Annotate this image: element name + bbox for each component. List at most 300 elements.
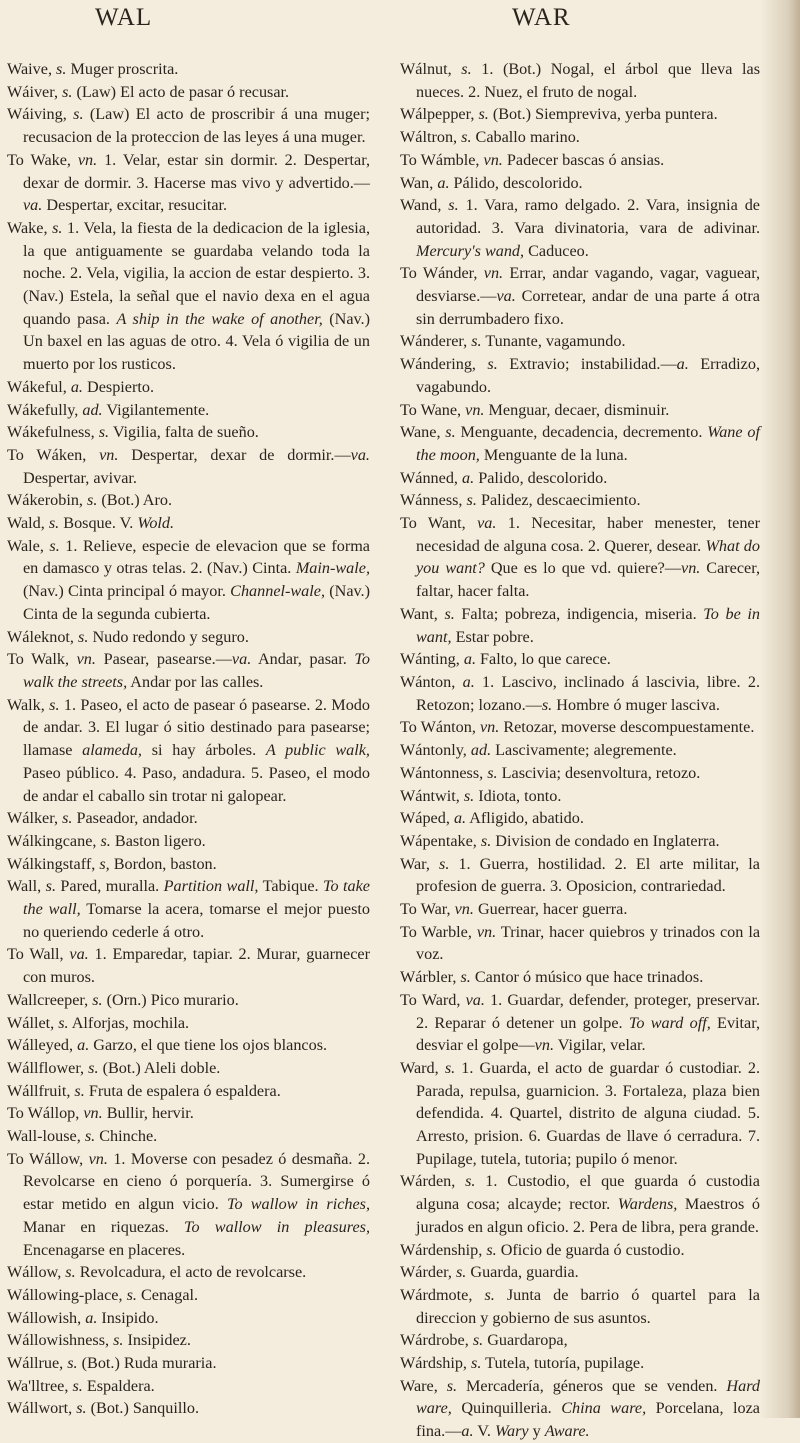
entry-definition-text: (Law) El acto de proscribir á una muger; recusacion de la proteccion de las leyes á una muger.: [23, 105, 370, 147]
dictionary-entry: [400, 421, 760, 466]
entry-italic-text: To wallow in riches,: [226, 1195, 370, 1214]
entry-headword: Wane,: [400, 423, 446, 442]
entry-italic-text: s.: [444, 604, 455, 623]
entry-italic-text: vn.: [483, 150, 503, 169]
dictionary-entry: [7, 149, 370, 217]
entry-headword: Wáped,: [400, 809, 454, 828]
dictionary-entry: [400, 194, 760, 262]
entry-definition-text: Paseador, andador.: [72, 809, 198, 828]
entry-italic-text: s.: [445, 423, 456, 442]
entry-headword: Wáltron,: [400, 128, 462, 147]
entry-definition-text: Idiota, tonto.: [474, 786, 562, 805]
dictionary-entry: [400, 807, 760, 830]
entry-definition-text: Tabique.: [258, 877, 323, 896]
entry-definition-text: Despertar, dexar de dormir.—: [118, 445, 351, 464]
entry-italic-text: s.: [52, 218, 63, 237]
entry-headword: Wállflower,: [7, 1058, 89, 1077]
entry-headword: Wállowing-place,: [7, 1285, 127, 1304]
entry-definition-text: Baston ligero.: [110, 831, 206, 850]
dictionary-entry: [400, 648, 760, 671]
entry-headword: Wálkingcane,: [7, 831, 101, 850]
entry-headword: Wálnut,: [400, 60, 462, 78]
entry-italic-text: va.: [477, 514, 497, 533]
entry-definition-text: Andar por las calles.: [127, 672, 264, 691]
entry-italic-text: China ware,: [561, 1399, 647, 1418]
entry-definition-text: Tunante, vagamundo.: [481, 332, 626, 351]
entry-italic-text: a.: [462, 672, 475, 691]
entry-definition-text: Maestros ó jurados en algun oficio. 2. Pera de libra, pera grande.: [416, 1195, 761, 1236]
dictionary-entry: [400, 126, 760, 149]
entry-headword: Wállet,: [7, 1013, 59, 1032]
entry-definition-text: Alforjas, mochila.: [68, 1013, 190, 1032]
entry-headword: Wállrue,: [7, 1354, 68, 1373]
entry-definition-text: (Bot.) Sanquillo.: [86, 1399, 200, 1418]
entry-italic-text: a.: [70, 377, 83, 396]
dictionary-entry: [400, 103, 760, 126]
dictionary-entry: [7, 875, 370, 943]
entry-definition-text: Cenagal.: [136, 1285, 199, 1304]
entry-italic-text: s,: [99, 854, 110, 873]
entry-definition-text: Bosque. V.: [59, 514, 138, 533]
dictionary-entry: [400, 898, 760, 921]
entry-definition-text: (Bot.) Aleli doble.: [98, 1058, 221, 1077]
entry-headword: Wállow,: [7, 1263, 66, 1282]
entry-headword: Wárbler,: [400, 968, 461, 987]
entry-definition-text: Que es lo que vd. quiere?—: [484, 559, 682, 578]
entry-definition-text: Insipidez.: [123, 1331, 191, 1350]
dictionary-entry: [7, 853, 370, 876]
entry-definition-text: Manar en riquezas.: [23, 1217, 185, 1236]
entry-headword: Wánned,: [400, 468, 463, 487]
entry-definition-text: Tomarse la acera, tomarse el mejor puesto no queriendo cederle á otro.: [23, 900, 370, 941]
entry-definition-text: Andar, pasar.: [251, 650, 355, 669]
entry-italic-text: vn.: [476, 922, 497, 941]
entry-italic-text: Hard ware,: [416, 1376, 760, 1418]
entry-italic-text: s.: [439, 854, 450, 873]
entry-headword: Wald,: [7, 514, 49, 533]
entry-italic-text: s.: [84, 1127, 96, 1146]
entry-headword: Wálleyed,: [7, 1036, 78, 1055]
entry-headword: War,: [400, 854, 440, 873]
dictionary-entry: [7, 1034, 370, 1057]
entry-headword: To Wállop,: [7, 1104, 84, 1123]
entry-definition-text: Quinquilleria.: [451, 1399, 562, 1418]
entry-italic-text: s.: [461, 128, 472, 147]
entry-italic-text: s.: [45, 877, 56, 896]
entry-italic-text: s.: [88, 1058, 99, 1077]
entry-headword: Ward,: [400, 1058, 445, 1077]
entry-italic-text: s.: [486, 1240, 497, 1259]
entry-italic-text: vn.: [76, 650, 96, 669]
dictionary-entry: [400, 1057, 760, 1171]
entry-italic-text: s.: [478, 105, 489, 124]
entry-italic-text: alameda,: [82, 741, 142, 760]
entry-italic-text: s.: [466, 491, 477, 510]
dictionary-entry: [7, 1012, 370, 1035]
dictionary-entry: [7, 1080, 370, 1103]
entry-headword: Wake,: [7, 218, 53, 237]
entry-headword: Wánton,: [400, 672, 463, 691]
entry-definition-text: Estar pobre.: [451, 627, 534, 646]
entry-definition-text: Encenagarse en placeres.: [23, 1240, 186, 1259]
dictionary-entry: [7, 399, 370, 422]
entry-italic-text: To be in want,: [416, 604, 760, 646]
entry-definition-text: Vigilia, falta de sueño.: [109, 423, 259, 442]
entry-definition-text: Caduceo.: [524, 241, 589, 260]
entry-italic-text: va.: [350, 445, 370, 464]
dictionary-entry: [7, 807, 370, 830]
entry-definition-text: 1. Emparedar, tapiar. 2. Murar, guarnecer con muros.: [23, 945, 370, 987]
entry-definition-text: Vigilar, velar.: [554, 1036, 646, 1055]
entry-definition-text: Muger proscrita.: [66, 60, 179, 78]
entry-definition-text: Despierto.: [82, 377, 154, 396]
entry-headword: Wand,: [400, 196, 449, 215]
entry-headword: Wállfruit,: [7, 1081, 75, 1100]
entry-headword: Wall-louse,: [7, 1127, 85, 1146]
dictionary-entry: [400, 1375, 760, 1443]
entry-headword: Wall,: [7, 877, 46, 896]
entry-italic-text: vn.: [534, 1036, 554, 1055]
right-column: [400, 58, 760, 1443]
entry-italic-text: vn.: [479, 718, 500, 737]
entry-definition-text: Falta; pobreza, indigencia, miseria.: [454, 604, 704, 623]
entry-italic-text: vn.: [77, 150, 98, 169]
entry-italic-text: s.: [460, 968, 471, 987]
entry-definition-text: si hay árboles.: [141, 741, 266, 760]
entry-italic-text: s.: [100, 831, 111, 850]
entry-headword: Wale,: [7, 536, 50, 555]
page-gutter-shadow: [760, 0, 800, 1418]
entry-headword: To Ward,: [400, 990, 466, 1009]
entry-italic-text: s.: [87, 491, 98, 510]
entry-definition-text: Pálido, descolorido.: [449, 173, 583, 192]
entry-headword: Wántonly,: [400, 741, 471, 760]
entry-definition-text: 1. Guarda, el acto de guardar ó custodiar. 2. Parada, repulsa, guarnicion. 3. Fortaleza, plaza bien defendida. 4. Quartel, distrito de alguna ciudad. 5. Arresto, prision. 6. Guardas de llave ó cerradura. 7. Pupilage, tutela, tutoria; pupilo ó menor.: [416, 1058, 761, 1168]
dictionary-entry: [400, 1261, 760, 1284]
entry-definition-text: (Nav.) Un baxel en las aguas de otro. 4. Vela ó vigilia de un muerto por los rusticos.: [23, 309, 370, 374]
entry-definition-text: Pasear, pasearse.—: [95, 650, 232, 669]
dictionary-entry: [7, 1261, 370, 1284]
entry-headword: Wákeful,: [7, 377, 71, 396]
entry-headword: Wárdrobe,: [400, 1331, 473, 1350]
entry-definition-text: Porcelana, loza fina.—: [416, 1399, 760, 1441]
entry-headword: To Wánton,: [400, 718, 480, 737]
entry-headword: Wáiving,: [7, 105, 74, 124]
dictionary-entry: [400, 149, 760, 172]
entry-italic-text: vn.: [483, 264, 504, 283]
dictionary-entry: [400, 1239, 760, 1262]
entry-italic-text: s.: [72, 1376, 83, 1395]
entry-italic-text: s.: [73, 105, 84, 124]
entry-italic-text: Wardens,: [617, 1195, 678, 1214]
dictionary-entry: [400, 762, 760, 785]
entry-definition-text: Bullir, hervir.: [102, 1104, 194, 1123]
entry-headword: Wántonness,: [400, 763, 488, 782]
dictionary-entry: [400, 1329, 760, 1352]
dictionary-entry: [7, 1102, 370, 1125]
entry-definition-text: Falto, lo que carece.: [475, 650, 611, 669]
entry-headword: Wárdship,: [400, 1354, 472, 1373]
entry-headword: Wálpepper,: [400, 105, 479, 124]
entry-definition-text: Palidez, descaecimiento.: [476, 491, 641, 510]
dictionary-entry: [400, 262, 760, 330]
entry-definition-text: Carecer, faltar, hacer falta.: [416, 559, 761, 601]
entry-italic-text: s.: [74, 1081, 85, 1100]
entry-italic-text: To ward off,: [628, 1013, 711, 1032]
entry-headword: Wálker,: [7, 809, 63, 828]
entry-italic-text: vn.: [83, 1104, 103, 1123]
entry-italic-text: vn.: [681, 559, 701, 578]
entry-headword: To Wake,: [7, 150, 78, 169]
entry-italic-text: Channel-wale,: [230, 582, 326, 601]
dictionary-entry: [400, 739, 760, 762]
entry-italic-text: s.: [62, 82, 73, 101]
dictionary-entry: [400, 853, 760, 898]
entry-definition-text: Junta de barrio ó quartel para la direccion y gobierno de sus asuntos.: [416, 1285, 760, 1327]
dictionary-entry: [7, 81, 370, 104]
dictionary-entry: [7, 694, 370, 808]
entry-italic-text: s.: [444, 1058, 456, 1077]
dictionary-entry: [7, 648, 370, 693]
entry-italic-text: s.: [446, 1376, 458, 1395]
entry-italic-text: a.: [85, 1308, 98, 1327]
dictionary-entry: [7, 626, 370, 649]
entry-italic-text: va.: [23, 196, 43, 215]
dictionary-entry: [400, 399, 760, 422]
dictionary-entry: [7, 1397, 370, 1420]
dictionary-entry: [7, 58, 370, 81]
dictionary-entry: [7, 489, 370, 512]
entry-headword: Wallcreeper,: [7, 990, 93, 1009]
running-head-left: WAL: [95, 4, 153, 31]
entry-headword: To Warble,: [400, 922, 477, 941]
entry-italic-text: ad.: [470, 741, 492, 760]
entry-definition-text: Menguar, decaer, disminuir.: [484, 400, 670, 419]
dictionary-entry: [7, 1307, 370, 1330]
entry-headword: Wárdenship,: [400, 1240, 487, 1259]
entry-definition-text: (Bot.) Siempreviva, yerba puntera.: [488, 105, 718, 124]
entry-italic-text: s.: [465, 1172, 476, 1191]
entry-definition-text: 1. Guerra, hostilidad. 2. El arte militar, la profesion de guerra. 3. Oposicion, contrariedad.: [416, 854, 760, 896]
entry-italic-text: s.: [463, 786, 475, 805]
entry-definition-text: Menguante de la luna.: [479, 445, 628, 464]
dictionary-entry: [7, 1284, 370, 1307]
entry-headword: Wa'lltree,: [7, 1376, 73, 1395]
entry-definition-text: Pared, muralla.: [56, 877, 164, 896]
entry-definition-text: Despertar, excitar, resucitar.: [42, 196, 228, 215]
entry-italic-text: s.: [98, 423, 110, 442]
entry-italic-text: va.: [231, 650, 252, 669]
entry-headword: Wánderer,: [400, 332, 472, 351]
entry-italic-text: a.: [453, 809, 467, 828]
dictionary-entry: [400, 785, 760, 808]
entry-definition-text: Caballo marino.: [471, 128, 580, 147]
entry-headword: Wáiver,: [7, 82, 63, 101]
entry-headword: Wándering,: [400, 355, 488, 374]
entry-headword: Want,: [400, 604, 445, 623]
entry-italic-text: a.: [676, 355, 689, 374]
entry-italic-text: s.: [448, 196, 459, 215]
entry-definition-text: Erradizo, vagabundo.: [416, 355, 760, 396]
entry-definition-text: Tutela, tutoría, pupilage.: [481, 1354, 645, 1373]
entry-definition-text: Chinche.: [95, 1127, 158, 1146]
entry-headword: Wállwort,: [7, 1399, 77, 1418]
entry-italic-text: s.: [56, 60, 67, 78]
entry-definition-text: Oficio de guarda ó custodio.: [496, 1240, 685, 1259]
dictionary-entry: [7, 217, 370, 376]
dictionary-entry: [7, 1148, 370, 1262]
entry-definition-text: Afligido, abatido.: [466, 809, 584, 828]
entry-italic-text: To wallow in pleasures,: [184, 1217, 370, 1236]
entry-italic-text: s.: [471, 1354, 482, 1373]
entry-italic-text: s.: [541, 695, 553, 714]
entry-headword: To Wáken,: [7, 445, 100, 464]
entry-definition-text: 1. Guardar, defender, proteger, preservar. 2. Reparar ó detener un golpe.: [416, 990, 760, 1032]
entry-headword: Wárder,: [400, 1263, 456, 1282]
entry-italic-text: va.: [496, 287, 516, 306]
dictionary-entry: [7, 1352, 370, 1375]
entry-italic-text: s.: [471, 332, 482, 351]
dictionary-entry: [400, 966, 760, 989]
entry-italic-text: s.: [49, 536, 60, 555]
entry-headword: To Walk,: [7, 650, 77, 669]
entry-headword: Ware,: [400, 1376, 447, 1395]
entry-italic-text: a.: [77, 1036, 90, 1055]
entry-headword: Wántwit,: [400, 786, 464, 805]
entry-definition-text: (Orn.) Pico murario.: [102, 990, 239, 1009]
entry-definition-text: Trinar, hacer quiebros y trinados con la voz.: [416, 922, 761, 964]
dictionary-entry: [400, 330, 760, 353]
entry-italic-text: s.: [113, 1331, 124, 1350]
entry-headword: Wákefulness,: [7, 423, 99, 442]
entry-definition-text: Corretear, andar de una parte á otra sin derrumbadero fixo.: [416, 287, 760, 328]
dictionary-entry: [7, 444, 370, 489]
entry-italic-text: vn.: [454, 900, 474, 919]
entry-headword: Wálkingstaff,: [7, 854, 100, 873]
entry-definition-text: Extravio; instabilidad.—: [497, 355, 677, 374]
entry-definition-text: Vigilantemente.: [102, 400, 210, 419]
entry-definition-text: Padecer bascas ó ansias.: [502, 150, 665, 169]
entry-headword: To Wámble,: [400, 150, 484, 169]
entry-headword: Wállowishness,: [7, 1331, 114, 1350]
entry-italic-text: vn.: [465, 400, 485, 419]
entry-definition-text: Menguante, decadencia, decremento.: [455, 423, 708, 442]
dictionary-entry: [7, 376, 370, 399]
dictionary-entry: [400, 671, 760, 716]
entry-italic-text: ad.: [82, 400, 103, 419]
entry-definition-text: Garzo, el que tiene los ojos blancos.: [89, 1036, 328, 1055]
dictionary-entry: [7, 103, 370, 148]
entry-headword: To Wállow,: [7, 1149, 89, 1168]
dictionary-entry: [400, 489, 760, 512]
entry-definition-text: Lascivamente; alegremente.: [491, 741, 677, 760]
dictionary-entry: [400, 716, 760, 739]
entry-italic-text: s.: [126, 1285, 137, 1304]
entry-definition-text: (Law) El acto de pasar ó recusar.: [72, 82, 290, 101]
dictionary-entry: [400, 989, 760, 1057]
dictionary-entry: [7, 1329, 370, 1352]
left-column: [7, 58, 370, 1420]
dictionary-entry: [400, 58, 760, 103]
entry-definition-text: 1. Vara, ramo delgado. 2. Vara, insignia de autoridad. 3. Vara divinatoria, vara de adivinar.: [416, 196, 760, 237]
entry-italic-text: va.: [465, 990, 485, 1009]
entry-headword: Wákerobin,: [7, 491, 88, 510]
entry-italic-text: vn.: [99, 445, 119, 464]
entry-italic-text: a.: [463, 650, 476, 669]
dictionary-entry: [400, 921, 760, 966]
entry-italic-text: s.: [58, 1013, 69, 1032]
dictionary-entry: [400, 1170, 760, 1238]
entry-definition-text: Errar, andar vagando, vagar, vaguear, desviarse.—: [416, 264, 760, 306]
entry-italic-text: A public walk,: [265, 741, 370, 760]
entry-italic-text: Wary: [495, 1422, 529, 1441]
entry-italic-text: a.: [461, 1422, 474, 1441]
entry-italic-text: a.: [462, 468, 475, 487]
entry-italic-text: s.: [62, 809, 73, 828]
dictionary-entry: [7, 830, 370, 853]
entry-italic-text: Main-wale,: [295, 559, 370, 578]
entry-italic-text: A ship in the wake of another,: [116, 309, 323, 328]
dictionary-entry: [400, 1352, 760, 1375]
entry-headword: Wan,: [400, 173, 438, 192]
dictionary-entry: [400, 512, 760, 603]
entry-definition-text: Paseo público. 4. Paso, andadura. 5. Paseo, el modo de andar el caballo sin trotar ni galopear.: [23, 763, 370, 805]
entry-italic-text: s.: [455, 1263, 467, 1282]
entry-italic-text: To walk the streets,: [23, 650, 371, 691]
entry-italic-text: s.: [78, 627, 89, 646]
entry-italic-text: va.: [69, 945, 89, 964]
entry-headword: Wárdmote,: [400, 1285, 485, 1304]
entry-italic-text: s.: [472, 1331, 484, 1350]
dictionary-entry: [7, 512, 370, 535]
dictionary-entry: [7, 1375, 370, 1398]
entry-italic-text: Mercury's wand,: [416, 241, 525, 260]
entry-definition-text: Cantor ó músico que hace trinados.: [470, 968, 704, 987]
dictionary-entry: [400, 1284, 760, 1329]
dictionary-entry: [400, 830, 760, 853]
entry-italic-text: s.: [480, 831, 492, 850]
dictionary-entry: [7, 1057, 370, 1080]
dictionary-entry: [7, 1125, 370, 1148]
entry-definition-text: Hombre ó muger lasciva.: [552, 695, 720, 714]
entry-definition-text: Mercadería, géneros que se venden.: [457, 1376, 727, 1395]
entry-definition-text: Retozar, moverse descompuestamente.: [499, 718, 755, 737]
entry-italic-text: Wold.: [137, 514, 175, 533]
entry-definition-text: Bordon, baston.: [109, 854, 217, 873]
entry-italic-text: Partition wall,: [163, 877, 259, 896]
entry-italic-text: a.: [437, 173, 450, 192]
entry-italic-text: s.: [487, 763, 498, 782]
entry-definition-text: 1. Paseo, el acto de pasear ó pasearse. 2. Modo de andar. 3. El lugar ó sitio destinado para pasearse; llamase: [23, 695, 370, 760]
entry-definition-text: y: [528, 1422, 545, 1441]
entry-definition-text: 1. Necesitar, haber menester, tener necesidad de alguna cosa. 2. Querer, desear.: [416, 514, 760, 555]
entry-definition-text: (Bot.) Aro.: [97, 491, 173, 510]
entry-definition-text: V.: [473, 1422, 495, 1441]
entry-headword: Wárden,: [400, 1172, 466, 1191]
entry-definition-text: 1. Custodio, el que guarda ó custodia alguna cosa; alcayde; rector.: [416, 1172, 760, 1214]
entry-definition-text: (Bot.) Ruda muraria.: [77, 1354, 217, 1373]
entry-definition-text: Fruta de espalera ó espaldera.: [84, 1081, 281, 1100]
entry-definition-text: 1. Moverse con pesadez ó desmaña. 2. Revolcarse en cieno ó porquería. 3. Sumergirse ó estar metido en algun vicio.: [23, 1149, 370, 1214]
entry-definition-text: 1. Velar, estar sin dormir. 2. Despertar, dexar de dormir. 3. Hacerse mas vivo y advertido.—: [23, 150, 370, 192]
entry-italic-text: s.: [76, 1399, 87, 1418]
dictionary-entry: [7, 421, 370, 444]
dictionary-entry: [400, 172, 760, 195]
entry-italic-text: s.: [48, 514, 60, 533]
entry-italic-text: Wane of the moon,: [416, 423, 760, 464]
entry-italic-text: s.: [484, 1285, 495, 1304]
dictionary-entry: [400, 353, 760, 398]
